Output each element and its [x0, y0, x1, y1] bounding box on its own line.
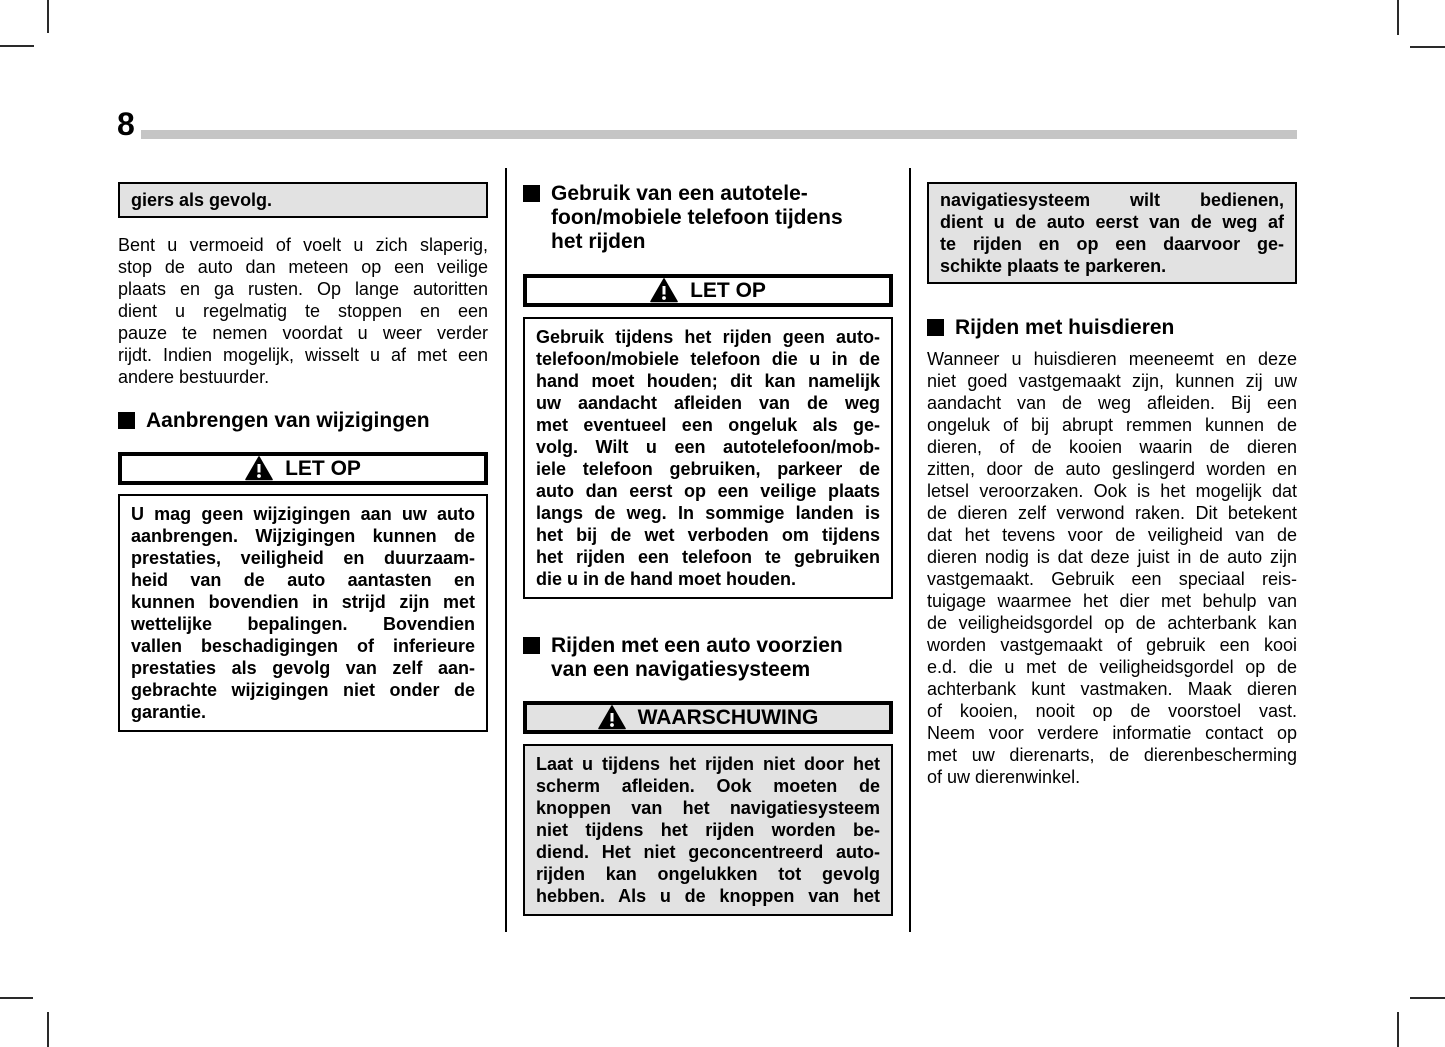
crop-mark-bottom-right-horizontal: [1410, 997, 1445, 999]
section-heading-navigation: [523, 634, 893, 682]
caution-title-box: [523, 274, 893, 307]
warning-continuation-text: navigatiesysteem wilt bedienen, dient u de auto eerst van de weg af te rijden en op een daarvoor ge- schikte plaats te parkeren.: [940, 190, 1284, 276]
section-marker-icon: [523, 637, 540, 654]
warning-triangle-icon: [598, 705, 626, 730]
section-heading-text: Aanbrengen van wijzigingen: [146, 409, 430, 432]
page-number: 8: [117, 106, 135, 142]
warning-content-text: Laat u tijdens het rijden niet door het scherm afleiden. Ook moeten de knoppen van het navigatiesysteem niet tijdens het rijden worden be- diend. Het niet geconcentreerd auto- rijden kan ongelukken tot gevolg hebben. Als u de knoppen van het: [536, 754, 880, 906]
caution-content-box: [118, 494, 488, 732]
crop-mark-top-left-vertical: [47, 0, 49, 33]
section-heading-phone-use: [523, 182, 893, 254]
crop-mark-top-left-horizontal: [0, 45, 34, 47]
section-heading-pets: [927, 316, 1297, 340]
warning-title-box: [523, 701, 893, 734]
caution-title-box: [118, 452, 488, 485]
caution-title-label: LET OP: [690, 278, 766, 302]
section-heading-text: Gebruik van een autotele- foon/mobiele telefoon tijdens het rijden: [551, 182, 843, 253]
section-heading-text: Rijden met huisdieren: [955, 316, 1175, 339]
crop-mark-top-right-horizontal: [1410, 46, 1445, 48]
carryover-text: giers als gevolg.: [131, 190, 273, 210]
column-1: [118, 182, 488, 732]
column-divider-1: [505, 168, 507, 932]
warning-title-label: WAARSCHUWING: [637, 705, 819, 729]
caution-title-label: LET OP: [285, 456, 361, 480]
caution-content-box: [523, 317, 893, 599]
warning-continuation-box: [927, 182, 1297, 284]
header-rule: [141, 130, 1297, 139]
caution-content-text: U mag geen wijzigingen aan uw auto aanbrengen. Wijzigingen kunnen de prestaties, veiligheid en duurzaam- heid van de auto aantasten en kunnen bovendien in strijd zijn met wettelijke bepalingen. Bovendien vallen beschadigingen of inferieure prestaties als gevolg van zelf aan- gebrachte wijzigingen niet onder de garantie.: [131, 504, 475, 722]
section-marker-icon: [118, 412, 135, 429]
fatigue-paragraph: Bent u vermoeid of voelt u zich slaperig, stop de auto dan meteen op een veilige plaats en ga rusten. Op lange autoritten dient u regelmatig te stoppen en een pauze te nemen voordat u weer verder rijdt. Indien mogelijk, wisselt u af met een andere bestuurder.: [118, 235, 488, 387]
column-divider-2: [909, 168, 911, 932]
crop-mark-bottom-right-vertical: [1397, 1012, 1399, 1047]
crop-mark-bottom-left-vertical: [47, 1012, 49, 1047]
column-2: [523, 182, 893, 916]
section-marker-icon: [523, 185, 540, 202]
crop-mark-top-right-vertical: [1397, 0, 1399, 35]
warning-triangle-icon: [245, 456, 273, 481]
section-heading-modifications: [118, 409, 488, 433]
section-marker-icon: [927, 319, 944, 336]
warning-content-box: [523, 744, 893, 916]
caution-content-text: Gebruik tijdens het rijden geen auto- telefoon/mobiele telefoon die u in de hand moet houden; dit kan namelijk uw aandacht afleiden van de weg met eventueel een ongeluk als ge- volg. Wilt u een autotelefoon/mob- iele telefoon gebruiken, parkeer de auto dan eerst op een veilige plaats langs de weg. In sommige landen is het bij de wet verboden om tijdens het rijden een telefoon te gebruiken die u in de hand moet houden.: [536, 327, 880, 589]
crop-mark-bottom-left-horizontal: [0, 997, 33, 999]
carryover-text-box: [118, 182, 488, 218]
section-heading-text: Rijden met een auto voorzien van een navigatiesysteem: [551, 634, 843, 681]
pets-paragraph: Wanneer u huisdieren meeneemt en deze niet goed vastgemaakt zijn, kunnen zij uw aandacht van de weg afleiden. Bij een ongeluk of bij abrupt remmen kunnen de dieren, of de kooien waarin de dieren zitten, door de auto geslingerd worden en letsel veroorzaken. Ook is het mogelijk dat de dieren zelf verwond raken. Dit betekent dat het tevens voor de veiligheid van de dieren nodig is dat deze juist in de auto zijn vastgemaakt. Gebruik een speciaal reis- tuigage waarmee het dier met behulp van de veiligheidsgordel op de achterbank kan worden vastgemaakt of gebruik een kooi e.d. die u met de veiligheidsgordel op de achterbank kunt vastmaken. Maak dieren of kooien, nooit op de voorstoel vast. Neem voor verdere informatie contact op met uw dierenarts, de dierenbescherming of uw dierenwinkel.: [927, 349, 1297, 787]
warning-triangle-icon: [650, 278, 678, 303]
column-3: [927, 182, 1297, 788]
